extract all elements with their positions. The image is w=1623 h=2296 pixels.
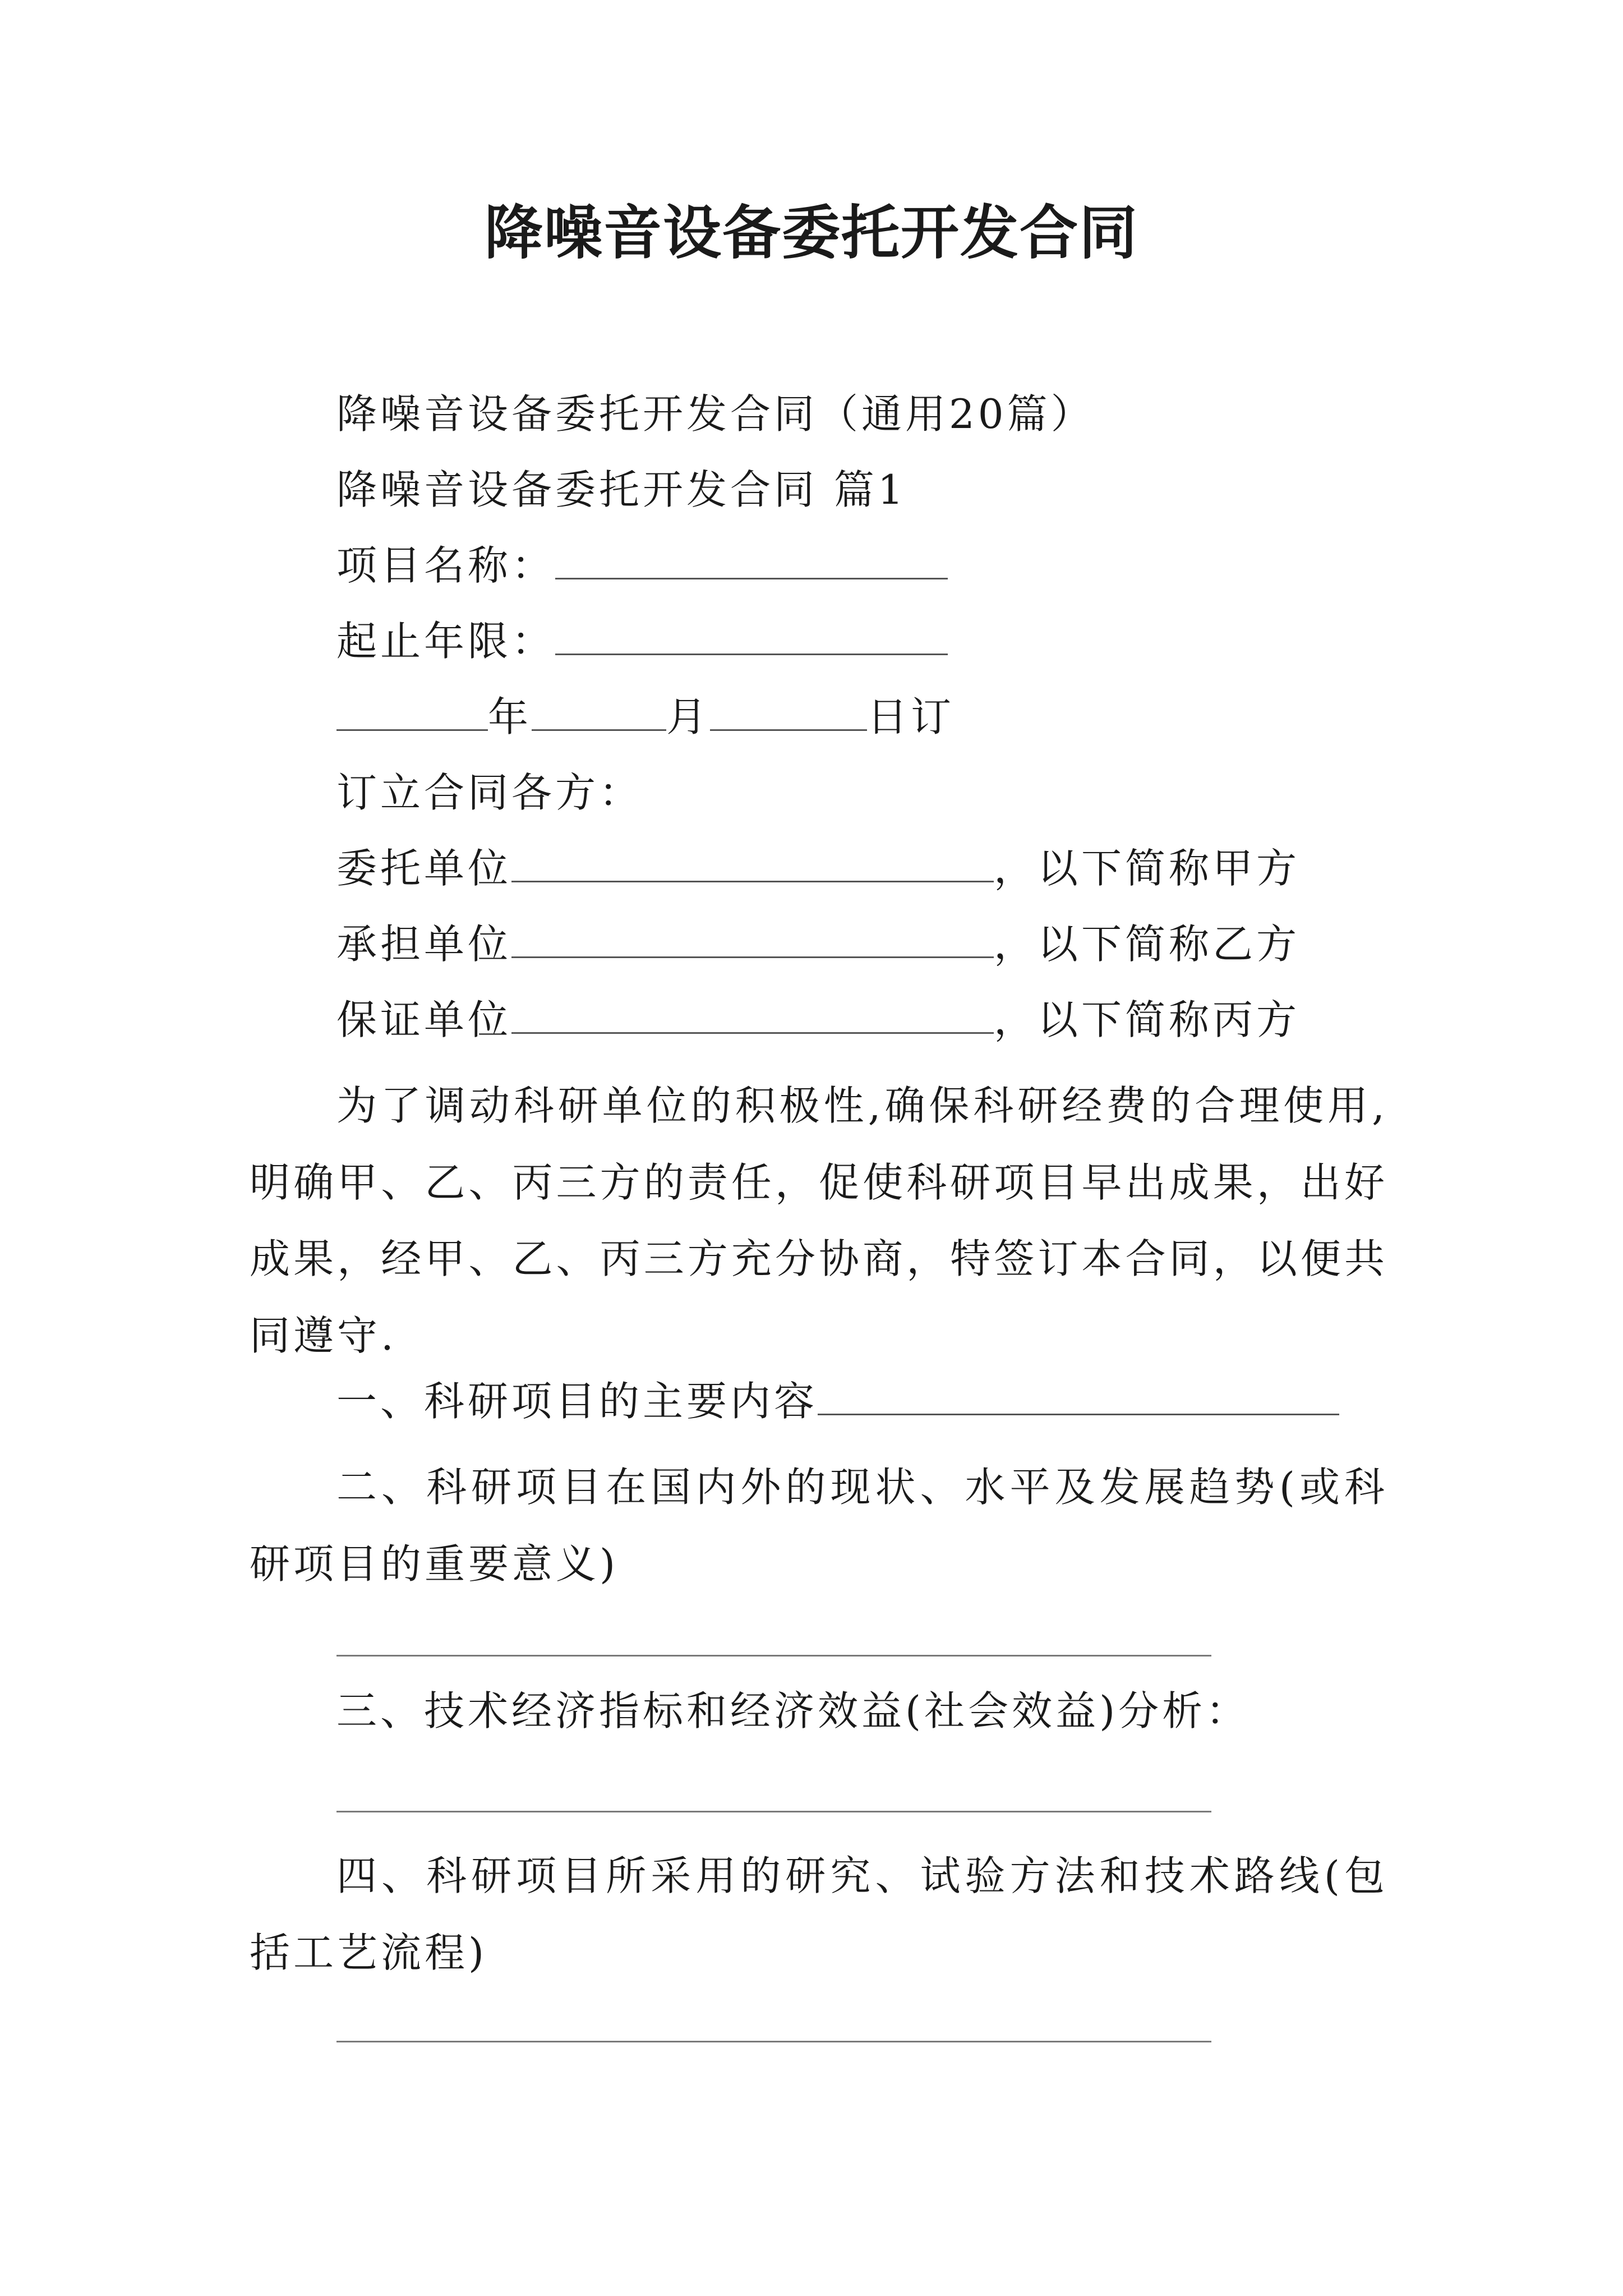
year-blank	[336, 693, 488, 731]
section-3-answer-line	[336, 1811, 1211, 1812]
year-label: 年	[488, 693, 532, 740]
section-3: 三、技术经济指标和经济效益(社会效益)分析：	[336, 1687, 1250, 1734]
project-name-line	[336, 537, 948, 593]
party-undertaking	[336, 916, 1300, 972]
preamble-paragraph: 为了调动科研单位的积极性,确保科研经费的合理使用,明确甲、乙、丙三方的责任，促使科研项目早出成果，出好成果，经甲、乙、丙三方充分协商，特签订本合同，以便共同遵守.	[250, 1082, 1388, 1359]
party-blank	[511, 921, 994, 958]
section-1	[336, 1373, 1339, 1429]
day-blank	[710, 693, 867, 731]
document-subtitle: 降噪音设备委托开发合同（通用20篇）	[336, 390, 1095, 438]
month-blank	[532, 693, 666, 731]
period-blank	[555, 618, 948, 655]
project-name-blank	[555, 542, 948, 579]
party-label: 委托单位	[336, 845, 512, 892]
day-label: 日订	[867, 693, 955, 740]
party-suffix: ，以下简称甲方	[994, 845, 1301, 892]
month-label: 月	[666, 693, 711, 740]
party-guarantor	[336, 992, 1300, 1048]
party-label: 承担单位	[336, 921, 512, 968]
section-1-blank	[818, 1378, 1339, 1415]
section-1-heading: 一、科研项目的主要内容	[336, 1378, 818, 1425]
section-4-answer-line	[336, 2041, 1211, 2042]
party-label: 保证单位	[336, 996, 512, 1043]
section-2: 二、科研项目在国内外的现状、水平及发展趋势(或科研项目的重要意义)	[250, 1464, 1388, 1588]
date-line	[336, 689, 955, 745]
party-blank	[511, 845, 994, 882]
period-line	[336, 613, 948, 669]
parties-heading: 订立合同各方：	[336, 769, 643, 816]
party-suffix: ，以下简称丙方	[994, 996, 1301, 1043]
document-title: 降噪音设备委托开发合同	[484, 199, 1138, 267]
section-4: 四、科研项目所采用的研究、试验方法和技术路线(包括工艺流程)	[250, 1852, 1388, 1976]
party-blank	[511, 996, 994, 1034]
party-entrusting	[336, 840, 1300, 896]
party-suffix: ，以下简称乙方	[994, 921, 1301, 968]
chapter-heading: 降噪音设备委托开发合同 篇1	[336, 466, 907, 513]
project-name-label: 项目名称：	[336, 542, 556, 589]
section-2-answer-line	[336, 1655, 1211, 1657]
period-label: 起止年限：	[336, 618, 556, 665]
